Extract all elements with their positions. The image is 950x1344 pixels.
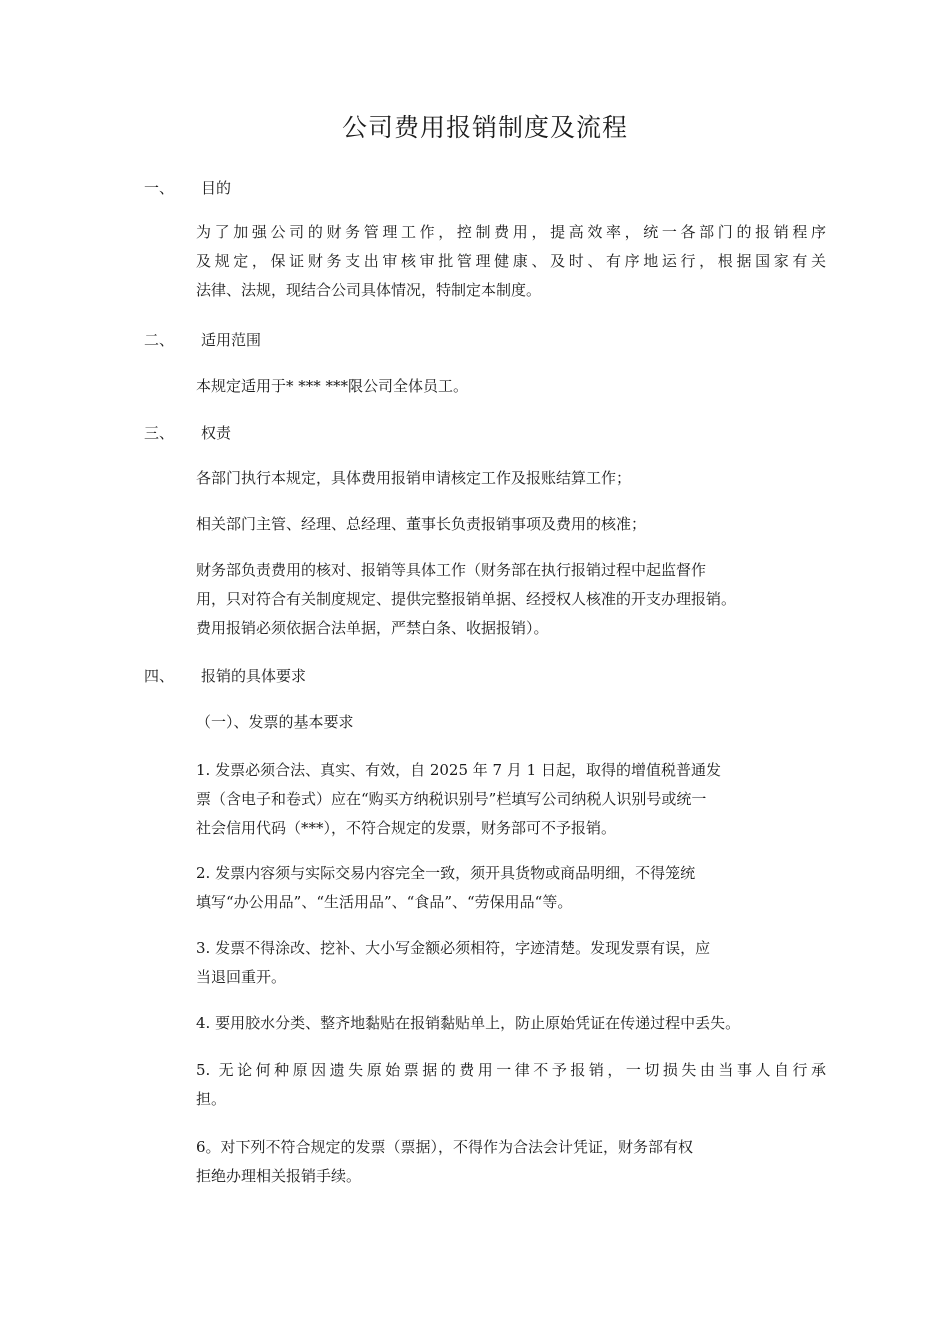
section-heading-requirements: [144, 666, 306, 686]
section-heading-scope: [144, 330, 261, 350]
paragraph-line: 为了加强公司的财务管理工作，控制费用，提高效率，统一各部门的报销程序: [196, 223, 826, 241]
document-title: 公司费用报销制度及流程: [341, 113, 628, 142]
paragraph-line: 用，只对符合有关制度规定、提供完整报销单据、经授权人核准的开支办理报销。: [196, 590, 737, 608]
item-line: 社会信用代码（***），不符合规定的发票，财务部可不予报销。: [196, 819, 617, 837]
subsection-heading-invoice: [196, 708, 354, 737]
item-line: 6。对下列不符合规定的发票（票据），不得作为合法会计凭证，财务部有权: [196, 1138, 694, 1156]
subheading-text: （一）、发票的基本要求: [196, 713, 354, 731]
paragraph-line: 法律、法规，现结合公司具体情况，特制定本制度。: [196, 281, 542, 299]
item-line: 填写“办公用品”、“生活用品”、“食品”、“劳保用品“等。: [196, 893, 573, 911]
paragraph-line: 费用报销必须依据合法单据，严禁白条、收据报销）。: [196, 619, 549, 637]
paragraph-line: 财务部负责费用的核对、报销等具体工作（财务部在执行报销过程中起监督作: [196, 561, 707, 579]
paragraph-line: 相关部门主管、经理、总经理、董事长负责报销事项及费用的核准；: [196, 515, 647, 533]
requirement-item: [196, 756, 721, 843]
item-line: 当退回重开。: [196, 968, 287, 986]
requirement-item: [196, 1133, 693, 1191]
requirement-item: [196, 1009, 740, 1038]
item-line: 票（含电子和卷式）应在“购买方纳税识别号”栏填写公司纳税人识别号或统一: [196, 790, 707, 808]
requirement-item: [196, 934, 710, 992]
section-number: 三、: [144, 424, 175, 442]
item-line: 拒绝办理相关报销手续。: [196, 1167, 362, 1185]
section-title: 目的: [201, 179, 232, 197]
requirement-item: [196, 859, 695, 917]
section-title: 权责: [201, 424, 232, 442]
paragraph-line: 及规定，保证财务支出审核审批管理健康、及时、有序地运行，根据国家有关: [196, 252, 826, 270]
section-number: 四、: [144, 667, 175, 685]
item-line: 1. 发票必须合法、真实、有效，自 2025 年 7 月 1 日起，取得的增值税普通发: [196, 761, 721, 779]
scope-paragraph: [196, 372, 468, 401]
item-line: 2. 发票内容须与实际交易内容完全一致，须开具货物或商品明细，不得笼统: [196, 864, 696, 882]
item-line: 4. 要用胶水分类、整齐地黏贴在报销黏贴单上，防止原始凭证在传递过程中丢失。: [196, 1014, 741, 1032]
requirement-item: [196, 1056, 826, 1114]
item-line: 3. 发票不得涂改、挖补、大小写金额必须相符，字迹清楚。发现发票有误，应: [196, 939, 711, 957]
paragraph-line: 各部门执行本规定，具体费用报销申请核定工作及报账结算工作；: [196, 469, 632, 487]
item-line: 担。: [196, 1090, 227, 1108]
item-line: 5. 无论何种原因遗失原始票据的费用一律不予报销，一切损失由当事人自行承: [196, 1061, 826, 1079]
paragraph-line: 本规定适用于* *** ***限公司全体员工。: [196, 377, 469, 395]
responsibility-paragraph: [196, 464, 631, 493]
section-number: 一、: [144, 179, 175, 197]
section-heading-responsibilities: [144, 423, 231, 443]
responsibility-paragraph: [196, 556, 736, 643]
responsibility-paragraph: [196, 510, 646, 539]
section-number: 二、: [144, 331, 175, 349]
section-heading-purpose: [144, 178, 231, 198]
section-title: 报销的具体要求: [201, 667, 307, 685]
purpose-paragraph: [196, 218, 826, 305]
section-title: 适用范围: [201, 331, 262, 349]
